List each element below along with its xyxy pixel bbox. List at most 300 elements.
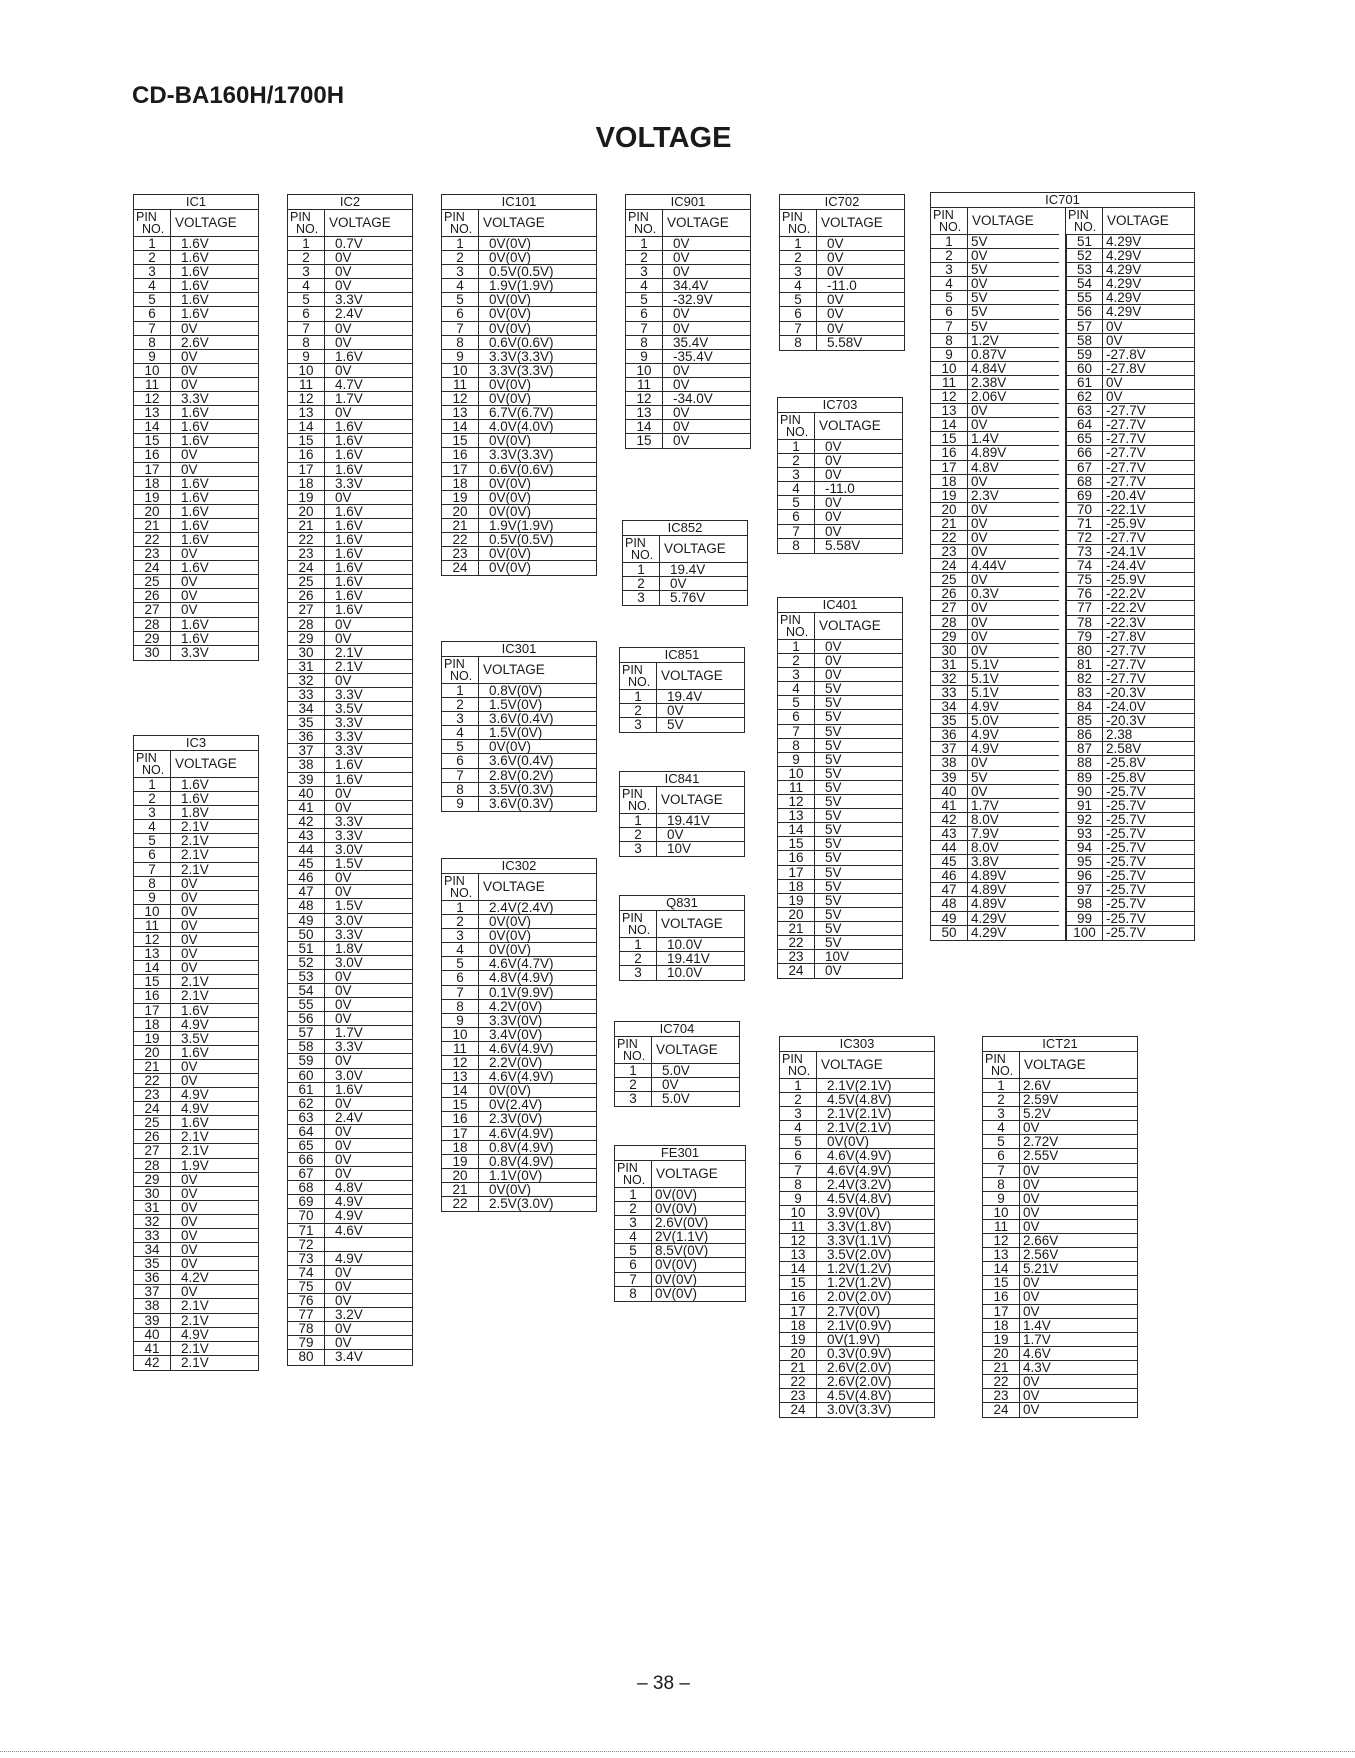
pin-number-cell: 11	[134, 378, 171, 391]
pin-number-cell: 3	[620, 842, 657, 856]
table-row	[778, 781, 902, 795]
table-row	[615, 1287, 745, 1301]
voltage-cell: 1.9V	[181, 1158, 209, 1172]
voltage-table-ic852	[622, 520, 748, 606]
table-row	[134, 1243, 258, 1257]
voltage-cell: 1.2V(1.2V)	[827, 1262, 892, 1276]
pin-number-cell: 19	[442, 1155, 479, 1168]
voltage-cell: 1.1V(0V)	[489, 1168, 543, 1182]
voltage-cell: 3.3V(0V)	[489, 1013, 543, 1027]
voltage-cell: -22.2V	[1106, 601, 1146, 615]
pin-number-cell: 5	[442, 957, 479, 970]
table-row	[780, 1234, 934, 1248]
pin-number-cell: 14	[983, 1262, 1020, 1275]
voltage-cell: 0V	[1023, 1389, 1040, 1403]
voltage-cell: -25.7V	[1106, 911, 1146, 925]
table-row	[983, 1149, 1137, 1163]
voltage-cell: -25.7V	[1106, 883, 1146, 897]
table-row	[134, 989, 258, 1003]
table-row	[288, 1224, 412, 1238]
pin-number-cell: 22	[780, 1375, 817, 1388]
voltage-cell: 4.9V	[181, 1327, 209, 1341]
voltage-cell: 0V	[825, 640, 842, 654]
voltage-header: VOLTAGE	[972, 213, 1034, 228]
table-title: IC301	[442, 642, 596, 657]
table-row	[778, 454, 902, 468]
voltage-cell: -25.8V	[1106, 770, 1146, 784]
voltage-cell: 1.2V(1.2V)	[827, 1276, 892, 1290]
table-row	[1066, 897, 1194, 911]
pin-number-cell: 12	[778, 795, 815, 808]
voltage-cell: 0V	[673, 363, 690, 377]
table-row	[1066, 658, 1194, 672]
pin-number-cell: 37	[288, 744, 325, 757]
table-row	[442, 1169, 596, 1183]
table-row	[288, 674, 412, 688]
pin-number-cell: 30	[134, 646, 171, 660]
pin-number-cell: 48	[288, 899, 325, 912]
pin-number-cell: 24	[134, 561, 171, 574]
pin-number-cell: 38	[288, 758, 325, 771]
pin-number-cell: 22	[442, 533, 479, 546]
voltage-cell: 0V	[971, 404, 988, 418]
pin-number-cell: 11	[780, 1220, 817, 1233]
table-row	[620, 690, 744, 704]
pin-number-cell: 41	[931, 799, 968, 812]
pin-number-cell: 3	[620, 718, 657, 732]
pin-number-cell: 91	[1066, 799, 1103, 812]
pin-header-line1: PIN	[782, 1052, 803, 1066]
pin-number-cell: 1	[983, 1079, 1020, 1092]
table-row	[134, 434, 258, 448]
pin-number-cell: 79	[288, 1336, 325, 1349]
table-row	[780, 1206, 934, 1220]
voltage-cell: 0V	[181, 1059, 198, 1073]
table-row	[134, 618, 258, 632]
pin-number-header	[778, 613, 815, 639]
table-row	[778, 725, 902, 739]
voltage-cell: 5V	[825, 696, 842, 710]
pin-number-cell: 1	[626, 237, 663, 250]
table-row	[1066, 545, 1194, 559]
table-row	[983, 1135, 1137, 1149]
pin-number-cell: 46	[288, 871, 325, 884]
table-row	[931, 785, 1059, 799]
voltage-cell: 5V	[825, 682, 842, 696]
table-row	[778, 880, 902, 894]
table-row	[623, 591, 747, 605]
pin-header-line2: NO.	[631, 548, 654, 562]
pin-number-cell: 2	[778, 654, 815, 667]
table-row	[442, 1098, 596, 1112]
pin-number-cell: 4	[134, 279, 171, 292]
table-row	[288, 773, 412, 787]
voltage-cell: 1.6V	[181, 504, 209, 518]
voltage-cell: 1.6V	[335, 462, 363, 476]
table-row	[778, 851, 902, 865]
table-row	[1066, 686, 1194, 700]
voltage-cell: 1.6V	[181, 1045, 209, 1059]
table-row	[288, 448, 412, 462]
voltage-cell: 0V	[181, 1257, 198, 1271]
voltage-cell: 0V	[335, 1054, 352, 1068]
pin-number-cell: 9	[780, 1192, 817, 1205]
table-row	[778, 640, 902, 654]
voltage-cell: 5V	[825, 907, 842, 921]
table-row	[288, 758, 412, 772]
pin-number-cell: 8	[778, 539, 815, 553]
voltage-cell: 1.6V	[181, 251, 209, 265]
table-row	[288, 885, 412, 899]
pin-number-cell: 17	[134, 1004, 171, 1017]
table-row	[134, 933, 258, 947]
pin-number-cell: 22	[134, 533, 171, 546]
voltage-cell: 5V	[825, 935, 842, 950]
table-row	[288, 589, 412, 603]
table-row	[931, 517, 1059, 531]
voltage-cell: 0V	[181, 890, 198, 904]
voltage-cell: 10V	[667, 842, 692, 857]
pin-number-cell: 6	[134, 848, 171, 861]
pin-number-cell: 10	[780, 1206, 817, 1219]
pin-number-cell: 38	[931, 756, 968, 769]
table-row	[442, 336, 596, 350]
column-header	[442, 874, 596, 901]
pin-number-cell: 3	[931, 263, 968, 276]
pin-number-cell: 55	[288, 998, 325, 1011]
voltage-cell: 0V	[181, 575, 198, 589]
voltage-cell: 1.6V	[181, 476, 209, 490]
pin-number-cell: 13	[134, 947, 171, 960]
table-row	[778, 753, 902, 767]
voltage-cell: 4.2V(0V)	[489, 999, 543, 1013]
voltage-cell: -25.7V	[1106, 784, 1146, 798]
voltage-cell: 5.58V	[825, 538, 861, 553]
pin-number-cell: 72	[288, 1238, 325, 1251]
table-row	[931, 235, 1059, 249]
voltage-cell: 0V	[1106, 333, 1123, 347]
pin-number-cell: 3	[442, 712, 479, 725]
voltage-cell: 0.6V(0.6V)	[489, 335, 554, 349]
pin-number-cell: 17	[983, 1305, 1020, 1318]
pin-number-cell: 13	[778, 809, 815, 822]
pin-number-cell: 2	[288, 251, 325, 264]
voltage-cell: 4.84V	[971, 361, 1007, 375]
voltage-cell: 0V	[181, 1214, 198, 1228]
table-row	[134, 1285, 258, 1299]
pin-number-cell: 6	[780, 1149, 817, 1162]
voltage-cell: 4.89V	[971, 869, 1007, 883]
table-row	[134, 463, 258, 477]
voltage-cell: 3.0V(3.3V)	[827, 1403, 892, 1418]
voltage-cell: 0V	[971, 615, 988, 629]
voltage-cell: 1.6V	[335, 589, 363, 603]
table-row	[931, 897, 1059, 911]
voltage-cell: 19.41V	[667, 952, 710, 966]
table-row	[442, 797, 596, 811]
table-row	[1066, 926, 1194, 940]
table-row	[1066, 517, 1194, 531]
table-row	[442, 1028, 596, 1042]
voltage-cell: 0V	[825, 510, 842, 524]
pin-number-cell: 12	[626, 392, 663, 405]
pin-number-cell: 24	[134, 1102, 171, 1115]
voltage-cell: -27.8V	[1106, 361, 1146, 375]
voltage-cell: 10V	[825, 950, 850, 964]
table-row	[778, 950, 902, 964]
voltage-cell: 8.0V	[971, 812, 999, 826]
pin-number-cell: 87	[1066, 742, 1103, 755]
voltage-cell: 0.6V(0.6V)	[489, 462, 554, 476]
table-row	[288, 251, 412, 265]
table-row	[931, 418, 1059, 432]
table-row	[931, 714, 1059, 728]
voltage-cell: 5V	[825, 809, 842, 823]
table-row	[442, 392, 596, 406]
table-row	[780, 1347, 934, 1361]
pin-number-cell: 11	[931, 376, 968, 389]
table-row	[780, 1389, 934, 1403]
pin-number-header	[1066, 208, 1103, 234]
pin-header-line1: PIN	[444, 874, 465, 888]
table-row	[134, 1229, 258, 1243]
pin-number-cell: 64	[1066, 418, 1103, 431]
pin-number-cell: 32	[288, 674, 325, 687]
table-row	[288, 350, 412, 364]
pin-number-cell: 59	[1066, 348, 1103, 361]
table-row	[615, 1258, 745, 1272]
voltage-cell: 2.1V(2.1V)	[827, 1079, 892, 1093]
pin-number-header	[615, 1161, 652, 1187]
voltage-cell: 0V(2.4V)	[489, 1098, 543, 1112]
table-row	[931, 376, 1059, 390]
voltage-cell: 1.7V	[1023, 1332, 1051, 1346]
pin-number-cell: 13	[780, 1248, 817, 1261]
voltage-cell: 0V	[827, 307, 844, 321]
table-row	[931, 475, 1059, 489]
pin-number-cell: 16	[778, 851, 815, 864]
table-row	[288, 1181, 412, 1195]
table-row	[931, 432, 1059, 446]
table-row	[442, 971, 596, 985]
table-row	[983, 1389, 1137, 1403]
table-row	[780, 1220, 934, 1234]
pin-header-line1: PIN	[780, 613, 801, 627]
pin-number-cell: 24	[442, 561, 479, 575]
voltage-cell: 5.1V	[971, 686, 999, 700]
table-row	[134, 1314, 258, 1328]
table-row	[134, 1215, 258, 1229]
table-row	[778, 823, 902, 837]
table-row	[983, 1290, 1137, 1304]
pin-number-cell: 33	[931, 686, 968, 699]
table-row	[983, 1121, 1137, 1135]
table-row	[288, 603, 412, 617]
pin-number-cell: 84	[1066, 700, 1103, 713]
voltage-cell: 1.6V	[181, 307, 209, 321]
pin-number-cell: 15	[442, 434, 479, 447]
pin-number-cell: 61	[1066, 376, 1103, 389]
pin-number-cell: 40	[931, 785, 968, 798]
pin-number-cell: 2	[983, 1093, 1020, 1106]
voltage-cell: 6.7V(6.7V)	[489, 406, 554, 420]
voltage-cell: 4.7V	[335, 377, 363, 392]
voltage-cell: 0V	[335, 969, 352, 983]
pin-number-cell: 34	[134, 1243, 171, 1256]
table-column-group	[626, 210, 750, 448]
voltage-cell: -25.7V	[1106, 925, 1146, 940]
table-row	[442, 943, 596, 957]
pin-number-cell: 43	[288, 829, 325, 842]
table-row	[134, 1201, 258, 1215]
pin-number-cell: 1	[620, 938, 657, 951]
table-row	[442, 1155, 596, 1169]
table-row	[134, 307, 258, 321]
pin-number-cell: 78	[1066, 616, 1103, 629]
pin-number-cell: 96	[1066, 869, 1103, 882]
voltage-cell: 5V	[825, 795, 842, 809]
table-row	[134, 547, 258, 561]
pin-number-cell: 9	[288, 350, 325, 363]
pin-number-cell: 25	[134, 575, 171, 588]
pin-number-cell: 70	[288, 1209, 325, 1222]
pin-number-cell: 23	[442, 547, 479, 560]
pin-number-cell: 4	[778, 682, 815, 695]
pin-number-cell: 31	[931, 658, 968, 671]
pin-number-cell: 44	[288, 843, 325, 856]
table-row	[288, 857, 412, 871]
voltage-cell: 0V	[335, 490, 352, 504]
voltage-cell: 1.6V	[335, 420, 363, 434]
pin-number-cell: 75	[288, 1280, 325, 1293]
pin-number-cell: 20	[983, 1347, 1020, 1360]
pin-number-cell: 24	[983, 1403, 1020, 1417]
table-row	[134, 961, 258, 975]
table-row	[1066, 799, 1194, 813]
pin-number-cell: 7	[778, 525, 815, 538]
pin-header-line2: NO.	[788, 1064, 811, 1078]
table-row	[134, 1356, 258, 1370]
voltage-cell: 3.3V	[335, 716, 363, 730]
table-row	[778, 496, 902, 510]
pin-number-cell: 59	[288, 1054, 325, 1067]
voltage-cell: 0V(0V)	[489, 504, 532, 518]
voltage-cell: 3.5V	[181, 1031, 209, 1045]
voltage-cell: 19.4V	[670, 563, 706, 577]
table-row	[931, 912, 1059, 926]
voltage-header: VOLTAGE	[1107, 213, 1169, 228]
pin-number-cell: 1	[615, 1188, 652, 1201]
table-row	[442, 957, 596, 971]
pin-number-cell: 16	[134, 989, 171, 1002]
table-row	[288, 1280, 412, 1294]
voltage-header: VOLTAGE	[483, 662, 545, 677]
pin-number-cell: 8	[778, 739, 815, 752]
table-row	[983, 1262, 1137, 1276]
pin-number-cell: 81	[1066, 658, 1103, 671]
voltage-cell: 4.6V(4.9V)	[827, 1163, 892, 1177]
voltage-table-fe301	[614, 1145, 746, 1302]
table-row	[1066, 249, 1194, 263]
voltage-cell: 2.1V	[181, 820, 209, 834]
voltage-cell: 2.1V	[181, 1313, 209, 1327]
voltage-cell: 5.58V	[827, 335, 863, 350]
voltage-cell: 0V	[673, 377, 690, 392]
pin-number-cell: 79	[1066, 630, 1103, 643]
table-row	[780, 307, 904, 321]
column-header	[778, 613, 902, 640]
table-row	[1066, 390, 1194, 404]
pin-number-cell: 9	[134, 891, 171, 904]
voltage-cell: 4.89V	[971, 897, 1007, 911]
pin-number-cell: 2	[620, 828, 657, 841]
pin-header-line2: NO.	[623, 1049, 646, 1063]
table-row	[134, 336, 258, 350]
voltage-cell: 1.8V	[181, 806, 209, 820]
voltage-cell: 10.0V	[667, 938, 703, 952]
pin-number-cell: 44	[931, 841, 968, 854]
pin-header-line1: PIN	[622, 911, 643, 925]
pin-number-cell: 3	[615, 1216, 652, 1229]
voltage-cell: 2.66V	[1023, 1234, 1059, 1248]
table-row	[442, 420, 596, 434]
voltage-cell: 2.6V	[1023, 1079, 1051, 1093]
page-title: VOLTAGE	[595, 122, 732, 154]
voltage-cell: 1.6V	[181, 518, 209, 532]
table-row	[442, 505, 596, 519]
table-row	[288, 1125, 412, 1139]
table-row	[778, 795, 902, 809]
table-row	[442, 561, 596, 575]
pin-number-cell: 3	[780, 265, 817, 278]
pin-number-cell: 1	[442, 901, 479, 914]
voltage-cell: 0V	[1023, 1276, 1040, 1290]
voltage-cell: -27.7V	[1106, 404, 1146, 418]
pin-number-cell: 10	[778, 767, 815, 780]
voltage-cell: 1.6V	[335, 758, 363, 772]
voltage-cell: 5V	[825, 766, 842, 780]
table-row	[288, 378, 412, 392]
table-row	[288, 392, 412, 406]
pin-number-cell: 46	[931, 869, 968, 882]
voltage-cell: 2.38	[1106, 728, 1133, 742]
voltage-cell: 4.9V	[971, 742, 999, 756]
voltage-cell: -27.8V	[1106, 347, 1146, 361]
table-row	[780, 1178, 934, 1192]
voltage-cell: 2.59V	[1023, 1093, 1059, 1107]
table-row	[626, 350, 750, 364]
table-column-group	[620, 787, 744, 856]
pin-number-cell: 5	[288, 293, 325, 306]
pin-number-cell: 98	[1066, 897, 1103, 910]
pin-number-cell: 1	[442, 684, 479, 697]
table-row	[780, 1107, 934, 1121]
voltage-cell: 0V	[335, 1279, 352, 1294]
voltage-cell: 3.3V	[335, 927, 363, 941]
voltage-cell: 2.1V	[181, 1144, 209, 1158]
table-row	[442, 754, 596, 768]
table-row	[620, 704, 744, 718]
pin-number-cell: 5	[134, 293, 171, 306]
pin-number-cell: 21	[931, 517, 968, 530]
voltage-cell: 5.1V	[971, 671, 999, 685]
table-row	[134, 1088, 258, 1102]
voltage-cell: 2.4V(3.2V)	[827, 1177, 892, 1191]
voltage-cell: 7.9V	[971, 826, 999, 841]
voltage-cell: 1.6V	[335, 772, 363, 786]
voltage-header: VOLTAGE	[821, 1057, 883, 1072]
table-row	[983, 1164, 1137, 1178]
